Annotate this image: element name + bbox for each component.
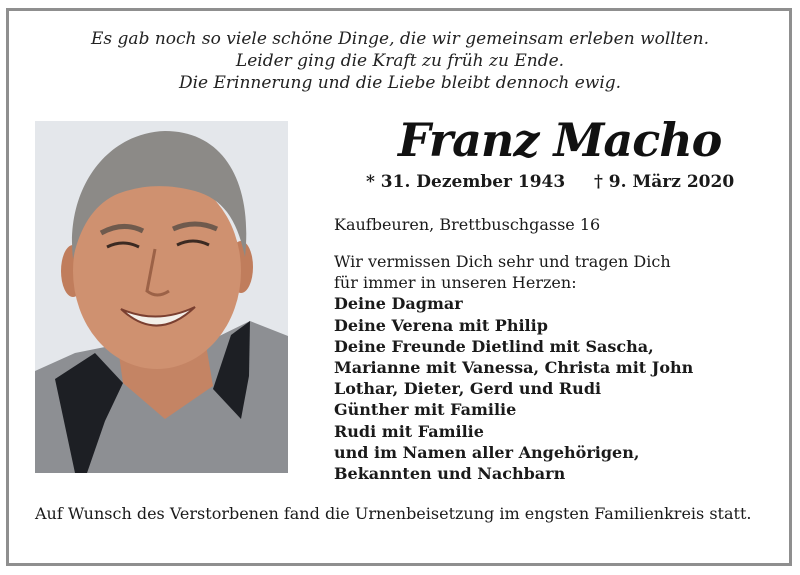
mourners-block [334, 251, 693, 484]
death-date: † 9. März 2020 [594, 172, 735, 192]
mourner-line: Deine Dagmar [334, 294, 463, 314]
portrait-photo [35, 121, 288, 473]
mourner-line: Marianne mit Vanessa, Christa mit John [334, 358, 694, 378]
poem-line: Leider ging die Kraft zu früh zu Ende. [235, 51, 565, 71]
burial-note: Auf Wunsch des Verstorbenen fand die Urnenbeisetzung im engsten Familienkreis statt. [35, 504, 752, 523]
mourner-line: Deine Verena mit Philip [334, 315, 548, 335]
mourner-line: Rudi mit Familie [334, 421, 484, 441]
address: Kaufbeuren, Brettbuschgasse 16 [334, 215, 601, 234]
birth-date: * 31. Dezember 1943 [366, 172, 566, 192]
mourner-line: Lothar, Dieter, Gerd und Rudi [334, 379, 602, 399]
poem-line: Die Erinnerung und die Liebe bleibt dennoch ewig. [178, 73, 622, 93]
deceased-name: Franz Macho [398, 113, 722, 167]
mourner-line: Günther mit Familie [334, 400, 517, 420]
mourner-line: und im Namen aller Angehörigen, [334, 442, 640, 462]
poem [0, 28, 800, 94]
intro-line: für immer in unseren Herzen: [334, 273, 577, 293]
mourner-line: Bekannten und Nachbarn [334, 464, 566, 484]
poem-line: Es gab noch so viele schöne Dinge, die wir gemeinsam erleben wollten. [91, 29, 709, 49]
mourner-line: Deine Freunde Dietlind mit Sascha, [334, 336, 654, 356]
intro-line: Wir vermissen Dich sehr und tragen Dich [334, 252, 671, 271]
